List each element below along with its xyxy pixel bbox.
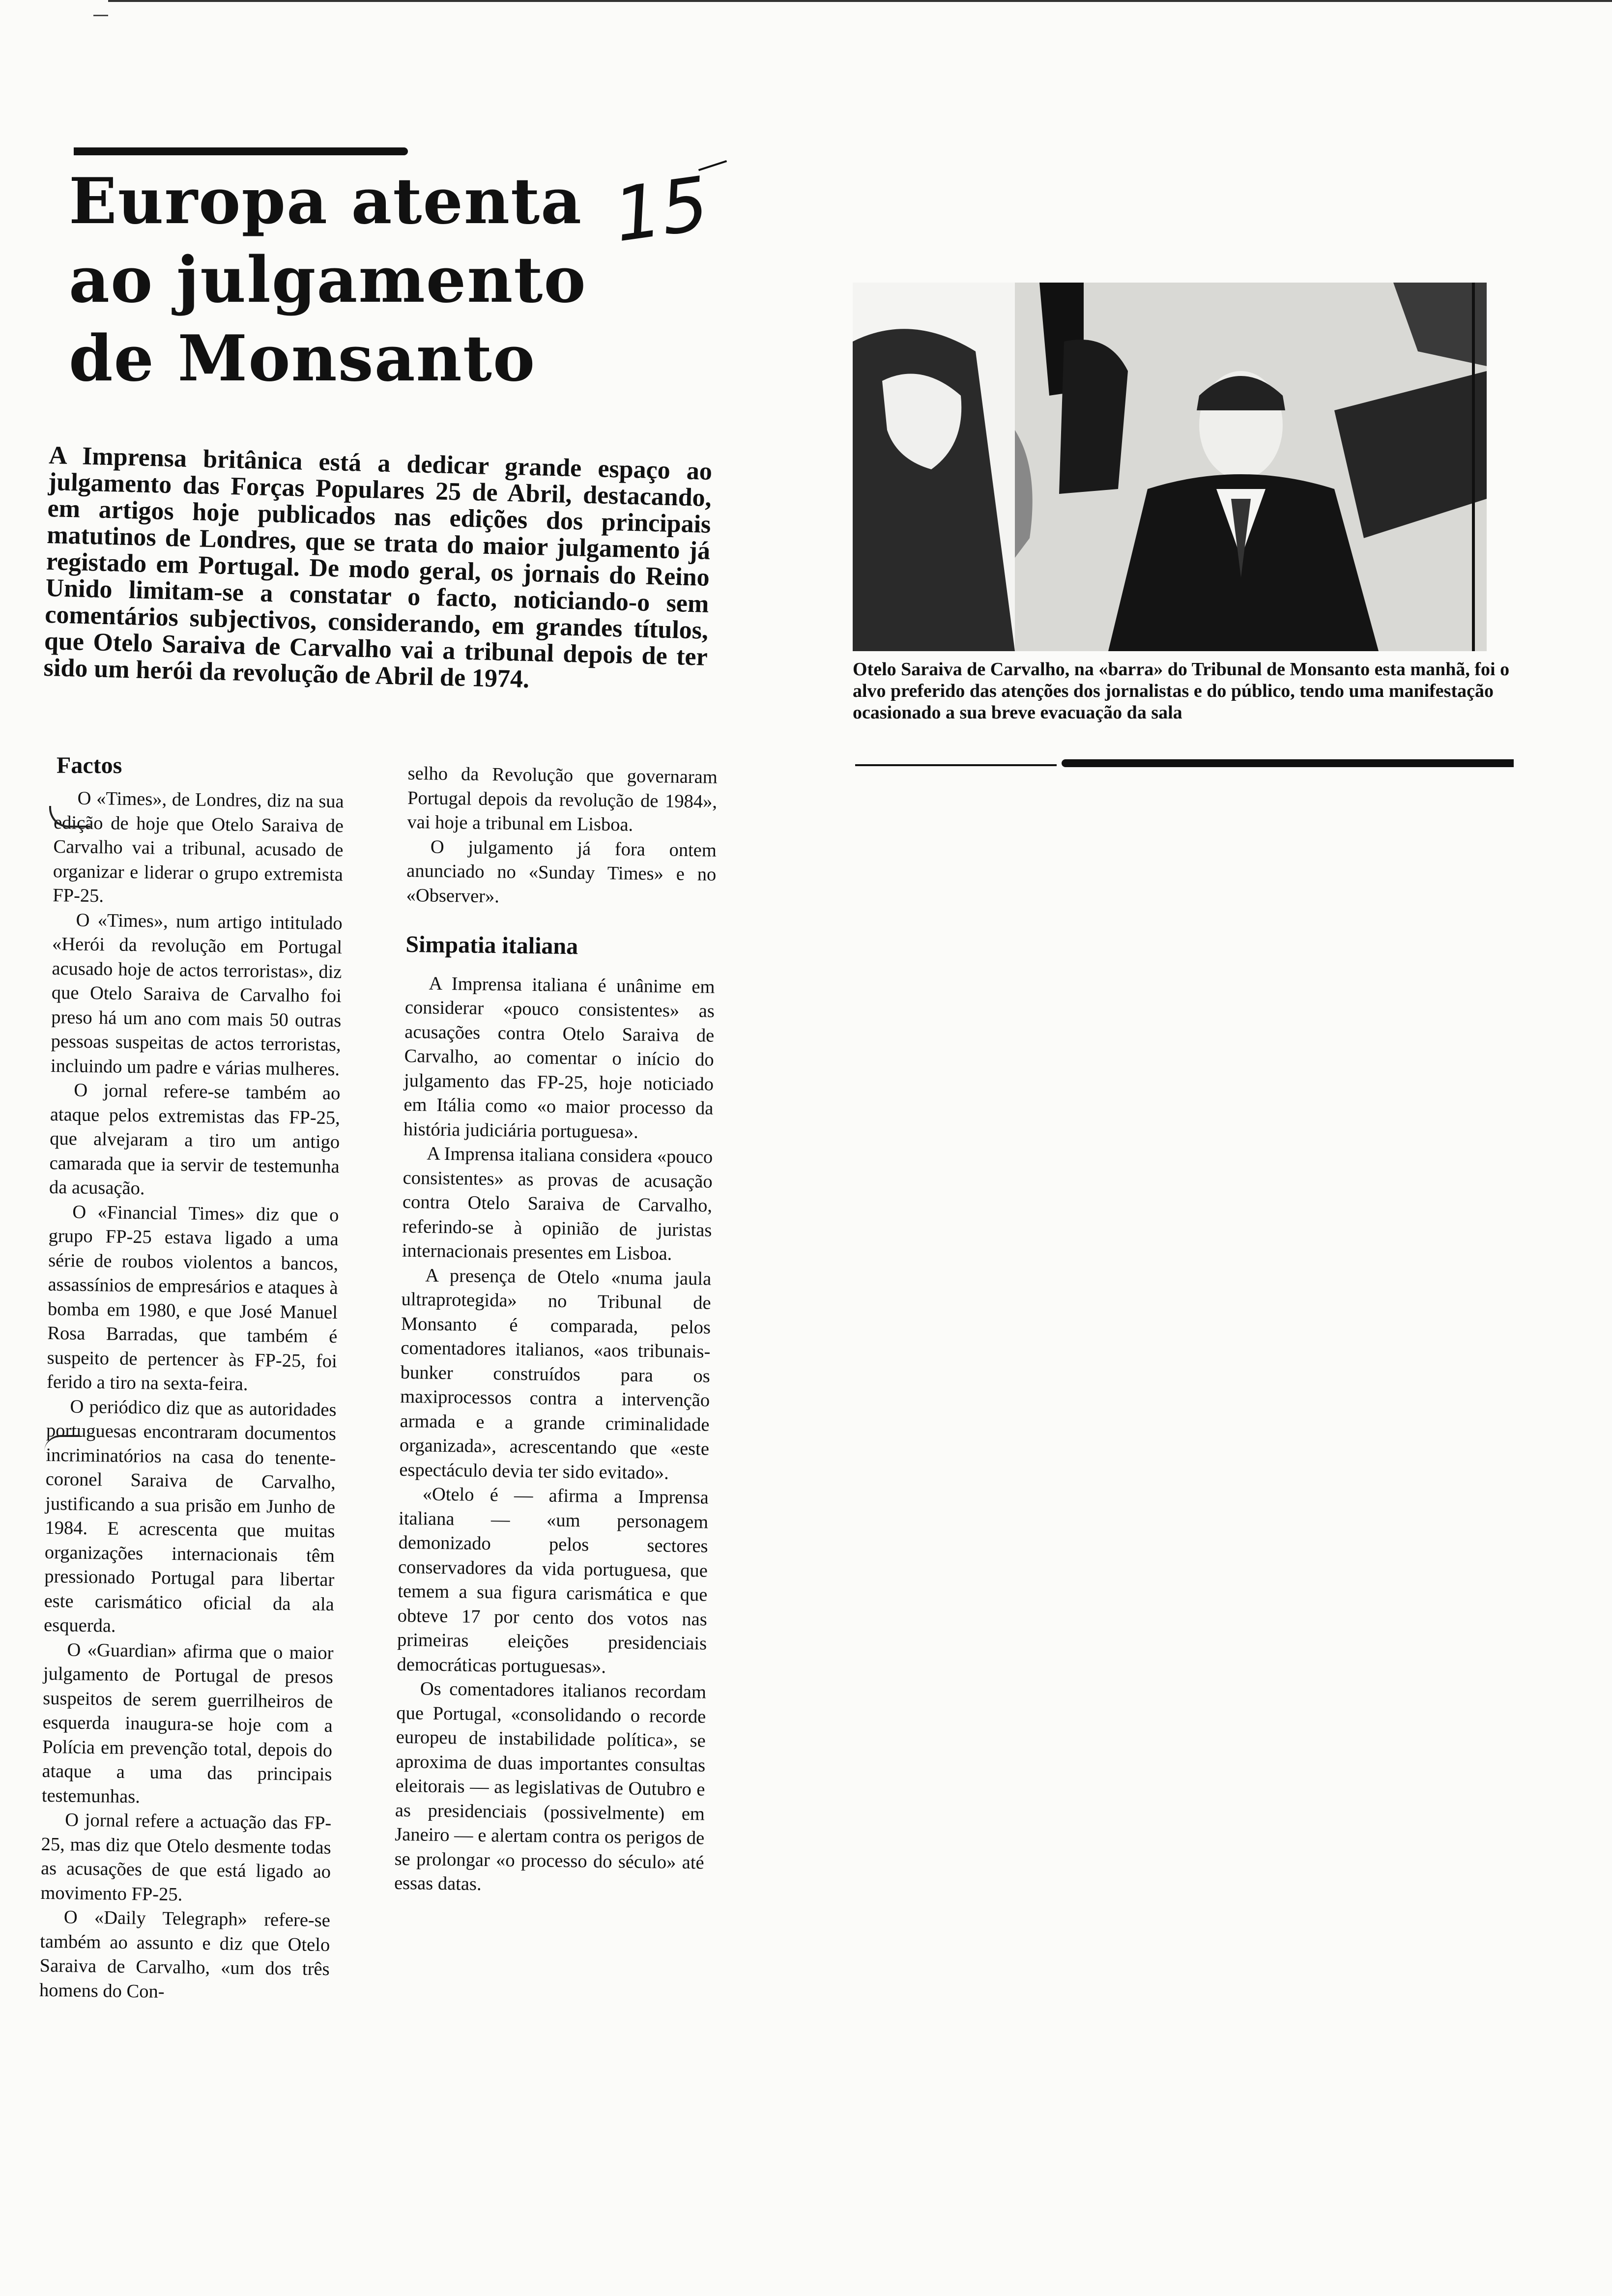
paragraph: O jornal refere a actuação das FP-25, mas diz que Otelo desmente todas as acusações de que está ligado ao movimento FP-25. <box>40 1809 332 1905</box>
column-2 <box>394 762 718 1899</box>
paragraph: O periódico diz que as autoridades portuguesas encontraram documentos incriminatórios na casa do tenente-coronel Saraiva de Carvalho, justificando a sua prisão em Junho de 1984. E acrescenta que muitas organizações internacionais têm pressionado Portugal para libertar este carismático oficial da ala esquerda. <box>43 1396 337 1636</box>
paragraph: Os comentadores italianos recordam que Portugal, «consolidando o recorde europeu de instabilidade política», se aproxima de duas importantes consultas eleitorais — as legislativas de Outubro e as presidenciais (possivelmente) em Janeiro — e alertam contra os perigos de se prolongar «o processo do século» até essas datas. <box>394 1678 707 1894</box>
paragraph: O «Guardian» afirma que o maior julgamento de Portugal de presos suspeitos de serem guerrilheiros de esquerda inaugura-se hoje com a Polícia em prevenção total, depois do ataque a uma das principais testemunhas. <box>41 1639 334 1807</box>
lede-paragraph: A Imprensa britânica está a dedicar grande espaço ao julgamento das Forças Populares 25 de Abril, destacando, em artigos hoje publicados nas edições dos principais matutinos de Londres, que se trata do maior julgamento já registado em Portugal. De modo geral, os jornais do Reino Unido limitam-se a constatar o facto, noticiando-o sem comentários subjectivos, considerando, em grandes títulos, que Otelo Saraiva de Carvalho vai a tribunal depois de ter sido um herói da revolução de Abril de 1974. <box>43 441 713 694</box>
paragraph: selho da Revolução que governaram Portugal depois da revolução de 1984», vai hoje a tribunal em Lisboa. <box>407 763 718 835</box>
handwritten-stroke <box>698 160 727 171</box>
caption-rule-right <box>1062 759 1514 767</box>
scan-top-edge <box>108 0 1612 2</box>
headline-line-3: de Monsanto <box>69 322 536 396</box>
headline-line-1: Europa atenta <box>69 165 583 238</box>
paragraph: O «Times», de Londres, diz na sua edição de hoje que Otelo Saraiva de Carvalho vai a tribunal, acusado de organizar e liderar o grupo extremista FP-25. <box>53 788 344 907</box>
column-1 <box>39 786 344 2006</box>
scan-mark <box>93 15 108 16</box>
caption-rule-left <box>855 764 1057 766</box>
section-heading-factos: Factos <box>57 752 122 778</box>
paragraph: O «Financial Times» diz que o grupo FP-25 estava ligado a uma série de roubos violentos a bancos, assassínios de empresários e ataques à bomba em 1980, e que José Manuel Rosa Barradas, que também é suspeito de pertencer às FP-25, foi ferido a tiro na sexta-feira. <box>46 1202 339 1395</box>
photo-caption: Otelo Saraiva de Carvalho, na «barra» do Tribunal de Monsanto esta manhã, foi o alvo preferido das atenções dos jornalistas e do público, tendo uma manifestação ocasionado a sua breve evacuação da sala <box>853 659 1510 723</box>
paragraph: O julgamento já fora ontem anunciado no «Sunday Times» e no «Observer». <box>406 836 717 907</box>
paragraph: «Otelo é — afirma a Imprensa italiana — «um personagem demonizado pelos sectores conservadores da vida portuguesa, que temem a sua figura carismática e que obteve 17 por cento dos votos nas primeiras eleições presidenciais democráticas portuguesas». <box>397 1484 709 1677</box>
headline-line-2: ao julgamento <box>69 243 587 317</box>
paragraph: O «Daily Telegraph» refere-se também ao assunto e diz que Otelo Saraiva de Carvalho, «um dos três homens do Con- <box>39 1907 331 2002</box>
photo-otelo-courtroom-icon <box>853 283 1487 651</box>
headline <box>69 162 649 398</box>
section-heading-simpatia: Simpatia italiana <box>405 931 578 960</box>
handwritten-annotation: 15 <box>608 161 714 259</box>
paragraph: A presença de Otelo «numa jaula ultraprotegida» no Tribunal de Monsanto é comparada, pelos comentadores italianos, «aos tribunais-bunker construídos para os maxiprocessos contra a intervenção armada e a grande criminalidade organizada», acrescentando que «este espectáculo devia ter sido evitado». <box>399 1265 712 1484</box>
paragraph: O jornal refere-se também ao ataque pelos extremistas das FP-25, que alvejaram a tiro um antigo camarada que ia servir de testemunha da acusação. <box>49 1080 341 1199</box>
news-photo <box>853 283 1487 651</box>
paragraph: A Imprensa italiana considera «pouco consistentes» as provas de acusação contra Otelo Saraiva de Carvalho, referindo-se à opinião de juristas internacionais presentes em Lisboa. <box>402 1143 713 1264</box>
paragraph: O «Times», num artigo intitulado «Herói da revolução em Portugal acusado hoje de actos terroristas», diz que Otelo Saraiva de Carvalho foi preso há um ano com mais 50 outras pessoas suspeitas de actos terroristas, incluindo um padre e várias mulheres. <box>50 910 343 1080</box>
paragraph: A Imprensa italiana é unânime em considerar «pouco consistentes» as acusações contra Otelo Saraiva de Carvalho, ao comentar o início do julgamento das FP-25, hoje noticiado em Itália como «o maior processo da história judiciária portuguesa». <box>403 973 715 1143</box>
headline-rule <box>74 147 408 155</box>
